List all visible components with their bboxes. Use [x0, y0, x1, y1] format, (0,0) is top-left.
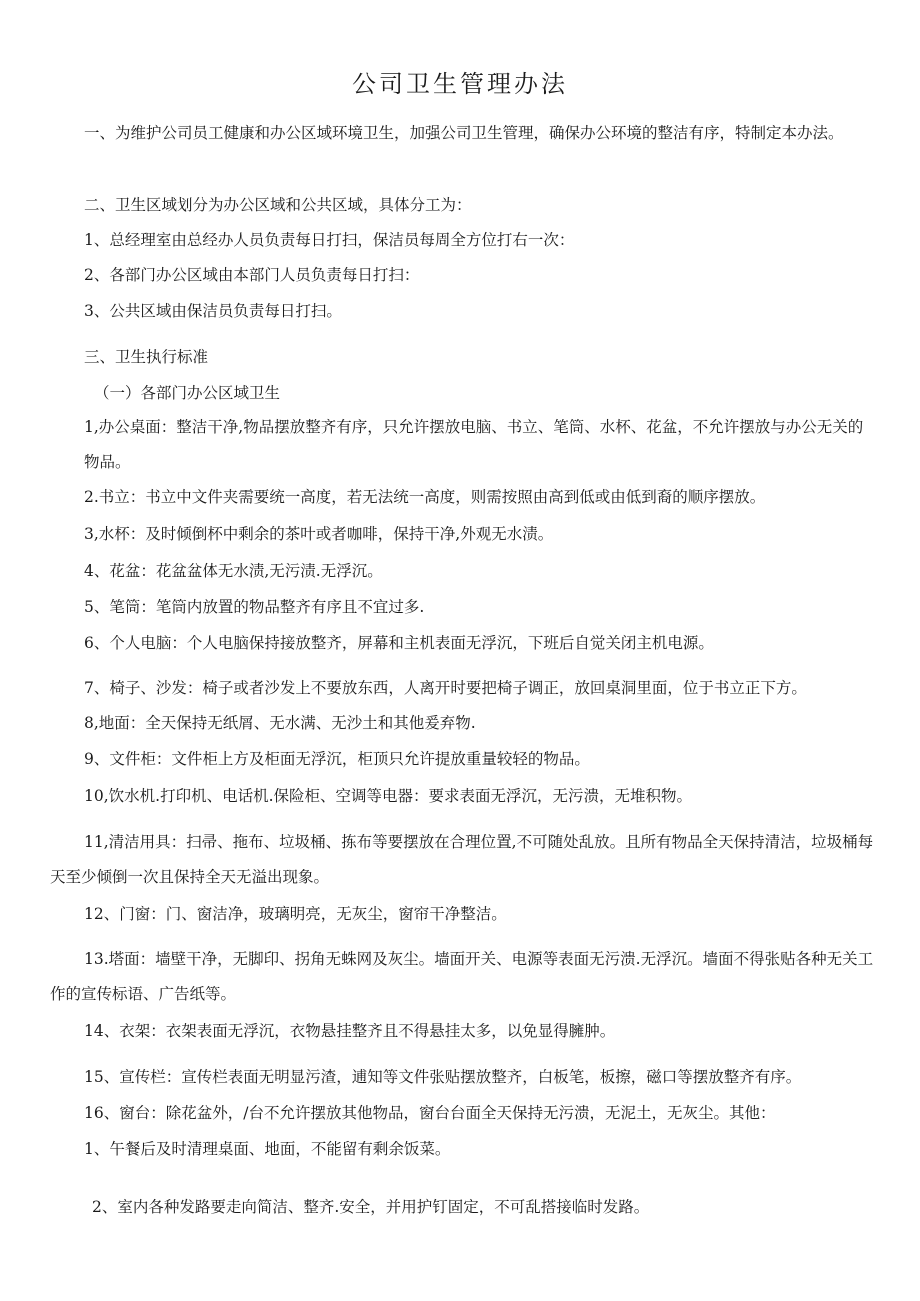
paragraph-4: 2、各部门办公区域由本部门人员负责每日打扫： [84, 266, 420, 284]
paragraph-10: 3,水杯：及时倾倒杯中剩余的茶叶或者咖啡，保持干净,外观无水渍。 [84, 525, 554, 543]
paragraph-23: 16、窗台：除花盆外，/台不允许摆放其他物品，窗台台面全天保持无污溃，无泥土，无灰尘。其他： [84, 1104, 776, 1122]
paragraph-8: 1,办公桌面：整洁干净,物品摆放整齐有序，只允许摆放电脑、书立、笔筒、水杯、花盆，不允许摆放与办公无关的物品。 [84, 418, 864, 471]
paragraph-7: （一）各部门办公区域卫生 [94, 384, 281, 402]
document-title: 公司卫生管理办法 [352, 70, 568, 98]
paragraph-20: 13.塔面：墙壁干净，无脚印、拐角无蛛网及灰尘。墙面开关、电源等表面无污溃.无浮沉。墙面不得张贴各种无关工作的宣传标语、广告纸等。 [50, 950, 874, 1003]
paragraph-19: 12、门窗：门、窗洁净，玻璃明亮，无灰尘，窗帘干净整洁。 [84, 905, 507, 923]
paragraph-5: 3、公共区域由保洁员负责每日打扫。 [84, 302, 342, 320]
paragraph-24: 1、午餐后及时清理桌面、地面，不能留有剩余饭菜。 [84, 1140, 451, 1158]
paragraph-9: 2.书立：书立中文件夹需要统一高度，若无法统一高度，则需按照由高到低或由低到裔的顺序摆放。 [84, 488, 766, 506]
paragraph-21: 14、衣架：衣架表面无浮沉，衣物悬挂整齐且不得悬挂太多，以免显得臃肿。 [84, 1022, 616, 1040]
paragraph-14: 7、椅子、沙发：椅子或者沙发上不要放东西，人离开时要把椅子调正，放回桌洞里面，位于书立正下方。 [84, 679, 807, 697]
paragraph-13: 6、个人电脑：个人电脑保持接放整齐，屏幕和主机表面无浮沉，下班后自觉关闭主机电源。 [84, 634, 714, 652]
paragraph-15: 8,地面：全天保持无纸屑、无水满、无沙土和其他爰弃物. [84, 714, 476, 732]
paragraph-22: 15、宣传栏：宣传栏表面无明显污渣，逋知等文件张贴摆放整齐，白板笔，板擦，磁口等摆放整齐有序。 [84, 1068, 802, 1086]
paragraph-17: 10,饮水机.打印机、电话机.保险柜、空调等电器：要求表面无浮沉，无污溃，无堆积物。 [84, 787, 693, 805]
paragraph-16: 9、文件柜：文件柜上方及柜面无浮沉，柜顶只允许提放重量较轻的物品。 [84, 750, 590, 768]
paragraph-25: 2、室内各种发路要走向简洁、整齐.安全，并用护钉固定，不可乱搭接临时发路。 [92, 1198, 650, 1216]
paragraph-1: 一、为维护公司员工健康和办公区域环境卫生，加强公司卫生管理，确保办公环境的整洁有序，特制定本办法。 [84, 124, 844, 142]
paragraph-18: 11,清洁用具：扫帚、拖布、垃圾桶、拣布等要摆放在合理位置,不可随处乱放。且所有物品全天保持清洁，垃圾桶每天至少倾倒一次且保持全天无溢出现象。 [50, 833, 874, 886]
paragraph-12: 5、笔筒：笔筒内放置的物品整齐有序且不宜过多. [84, 598, 425, 616]
paragraph-3: 1、总经理室由总经办人员负责每日打扫，保洁员每周全方位打右一次： [84, 231, 575, 249]
paragraph-11: 4、花盆：花盆盆体无水渍,无污渍.无浮沉。 [84, 562, 383, 580]
paragraph-6: 三、卫生执行标准 [84, 348, 209, 366]
paragraph-2: 二、卫生区域划分为办公区域和公共区域，具体分工为： [84, 196, 472, 214]
